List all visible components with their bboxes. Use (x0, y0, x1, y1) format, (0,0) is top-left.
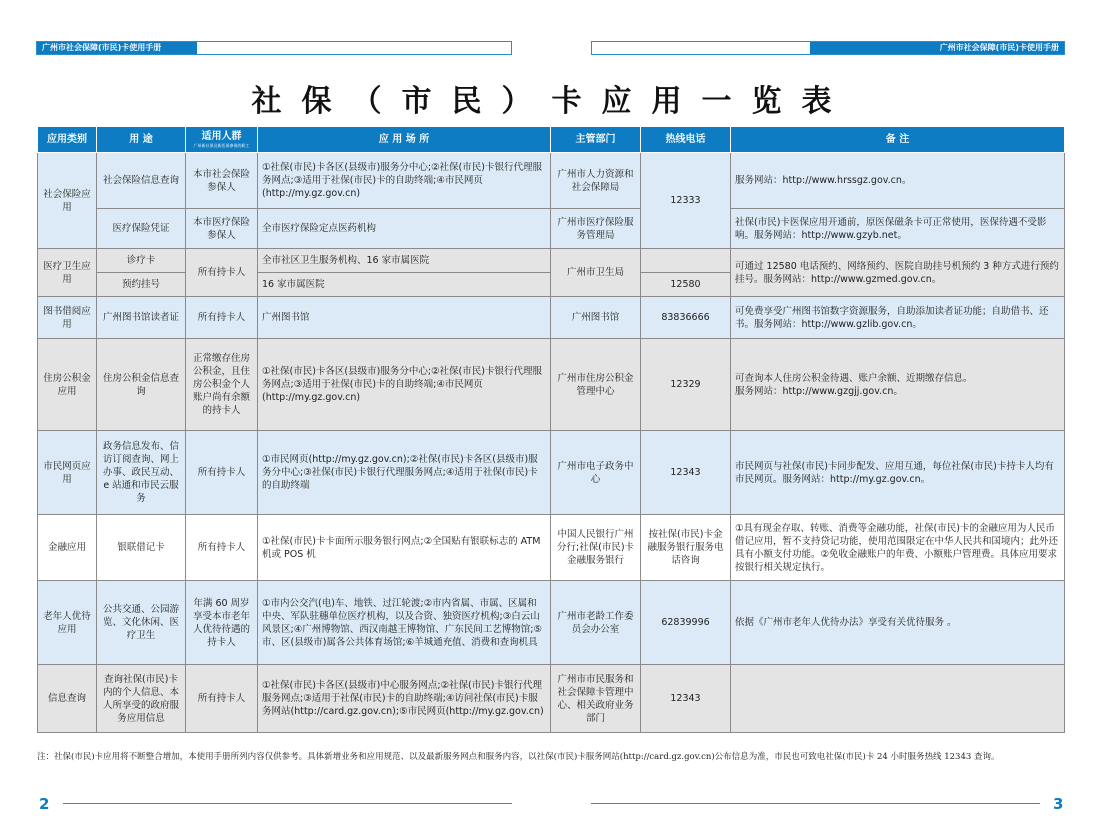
cell-places: 16 家市属医院 (258, 273, 551, 297)
header-bar-left (36, 41, 512, 55)
cell-category: 金融应用 (38, 515, 97, 581)
cell-hotline: 83836666 (641, 297, 731, 339)
page-number-right: 3 (1053, 795, 1064, 813)
cell-purpose: 广州图书馆读者证 (97, 297, 186, 339)
cell-category: 住房公积金应用 (38, 339, 97, 431)
cell-users: 本市医疗保险参保人 (186, 209, 258, 249)
cell-places: ①社保(市民)卡各区(县级市)服务分中心;②社保(市民)卡银行代理服务网点;③适用于社保(市民)卡的自助终端;④市民网页(http://my.gz.gov.cn) (258, 153, 551, 209)
table-row (38, 665, 1065, 733)
col-users-label: 适用人群 (201, 131, 242, 142)
page-title: 社保（市民）卡应用一览表 (251, 84, 852, 119)
cell-places: 全市社区卫生服务机构、16 家市属医院 (258, 249, 551, 273)
header-bar-right (591, 41, 1065, 55)
cell-places: ①社保(市民)卡卡面所示服务银行网点;②全国贴有银联标志的 ATM 机或 POS 机 (258, 515, 551, 581)
cell-category: 医疗卫生应用 (38, 249, 97, 297)
table-row (38, 297, 1065, 339)
footer-rule-right (591, 803, 1040, 804)
col-purpose: 用 途 (97, 127, 186, 153)
cell-dept: 广州市老龄工作委员会办公室 (551, 581, 641, 665)
cell-hotline: 12343 (641, 665, 731, 733)
cell-users: 本市社会保险参保人 (186, 153, 258, 209)
cell-purpose: 公共交通、公园游览、文化休闲、医疗卫生 (97, 581, 186, 665)
table-row (38, 431, 1065, 515)
cell-dept: 广州图书馆 (551, 297, 641, 339)
cell-places: 全市医疗保险定点医药机构 (258, 209, 551, 249)
remark-line: 可查询本人住房公积金待遇、账户余额、近期缴存信息。 (735, 372, 973, 384)
table-row (38, 249, 1065, 273)
manual-title-left: 广州市社会保障(市民)卡使用手册 (37, 42, 197, 54)
cell-category: 社会保险应用 (38, 153, 97, 249)
cell-purpose: 住房公积金信息查询 (97, 339, 186, 431)
cell-users: 所有持卡人 (186, 515, 258, 581)
cell-remark: 可免费享受广州图书馆数字资源服务，自助添加读者证功能；自助借书、还书。服务网站：http://www.gzlib.gov.cn。 (731, 297, 1065, 339)
cell-purpose: 预约挂号 (97, 273, 186, 297)
cell-remark: 服务网站：http://www.hrssgz.gov.cn。 (731, 153, 1065, 209)
cell-places: ①市内公交汽(电)车、地铁、过江轮渡;②市内省属、市属、区属和中央、军队驻穗单位医疗机构，以及合资、独资医疗机构;③白云山风景区;④广州博物馆、西汉南越王博物馆、广东民间工艺博物馆;⑤市、区(县级市)属各公共体育场馆;⑥羊城通充值、消费和查询机具 (258, 581, 551, 665)
cell-dept: 广州市卫生局 (551, 249, 641, 297)
cell-category: 市民网页应用 (38, 431, 97, 515)
cell-hotline: 12329 (641, 339, 731, 431)
col-places: 应 用 场 所 (258, 127, 551, 153)
cell-dept: 广州市市民服务和社会保障卡管理中心、相关政府业务部门 (551, 665, 641, 733)
col-remark: 备 注 (731, 127, 1065, 153)
cell-category: 图书借阅应用 (38, 297, 97, 339)
cell-purpose: 诊疗卡 (97, 249, 186, 273)
footer-rule-left (63, 803, 512, 804)
cell-remark: 市民网页与社保(市民)卡同步配发、应用互通，每位社保(市民)卡持卡人均有市民网页。服务网站：http://my.gz.gov.cn。 (731, 431, 1065, 515)
cell-purpose: 政务信息发布、信访订阅查询、网上办事、政民互动、e 站通和市民云服务 (97, 431, 186, 515)
cell-places: ①社保(市民)卡各区(县级市)中心服务网点;②社保(市民)卡银行代理服务网点;③适用于社保(市民)卡的自助终端;④访问社保(市民)卡服务网站(http://card.gz.gov.cn);⑤市民网页(http://my.gz.gov.cn) (258, 665, 551, 733)
cell-remark: 可通过 12580 电话预约、网络预约、医院自助挂号机预约 3 种方式进行预约挂号。服务网站：http://www.gzmed.gov.cn。 (731, 249, 1065, 297)
cell-purpose: 社会保险信息查询 (97, 153, 186, 209)
cell-users: 所有持卡人 (186, 249, 258, 297)
col-users-sublabel: 广州新社保及新医保参保的职工 (193, 143, 250, 148)
cell-hotline: 62839996 (641, 581, 731, 665)
cell-hotline: 12333 (641, 153, 731, 249)
cell-hotline: 12580 (641, 273, 731, 297)
table-row (38, 209, 1065, 249)
cell-remark: 社保(市民)卡医保应用开通前，原医保磁条卡可正常使用，医保待遇不受影响。服务网站：http://www.gzyb.net。 (731, 209, 1065, 249)
cell-places: ①市民网页(http://my.gz.gov.cn);②社保(市民)卡各区(县级市)服务分中心;③社保(市民)卡银行代理服务网点;④适用于社保(市民)卡的自助终端 (258, 431, 551, 515)
col-category: 应用类别 (38, 127, 97, 153)
cell-remark (731, 665, 1065, 733)
col-users (186, 127, 258, 153)
page-number-left: 2 (39, 795, 50, 813)
cell-dept: 中国人民银行广州分行;社保(市民)卡金融服务银行 (551, 515, 641, 581)
cell-remark: 依据《广州市老年人优待办法》享受有关优待服务 。 (731, 581, 1065, 665)
table-header-row (38, 127, 1065, 153)
cell-purpose: 医疗保险凭证 (97, 209, 186, 249)
cell-dept: 广州市人力资源和社会保障局 (551, 153, 641, 209)
table-row (38, 153, 1065, 209)
application-table (37, 126, 1065, 733)
cell-purpose: 银联借记卡 (97, 515, 186, 581)
cell-users: 所有持卡人 (186, 297, 258, 339)
cell-hotline: 12343 (641, 431, 731, 515)
cell-users: 所有持卡人 (186, 431, 258, 515)
cell-category: 信息查询 (38, 665, 97, 733)
cell-users: 正常缴存住房公积金，且住房公积金个人账户尚有余额的持卡人 (186, 339, 258, 431)
cell-hotline: 按社保(市民)卡金融服务银行服务电话咨询 (641, 515, 731, 581)
table-row (38, 339, 1065, 431)
cell-purpose: 查询社保(市民)卡内的个人信息、本人所享受的政府服务应用信息 (97, 665, 186, 733)
cell-dept: 广州市电子政务中心 (551, 431, 641, 515)
cell-remark: ①具有现金存取、转账、消费等金融功能，社保(市民)卡的金融应用为人民币借记应用，暂不支持贷记功能，使用范围限定在中华人民共和国境内；此外还具有小额支付功能。②免收金融账户的年费、小额账户管理费。具体应用要求按银行相关规定执行。 (731, 515, 1065, 581)
remark-line: 服务网站：http://www.gzgjj.gov.cn。 (735, 385, 903, 397)
col-dept: 主管部门 (551, 127, 641, 153)
cell-category: 老年人优待应用 (38, 581, 97, 665)
manual-title-right: 广州市社会保障(市民)卡使用手册 (810, 42, 1064, 54)
cell-users: 所有持卡人 (186, 665, 258, 733)
cell-dept: 广州市医疗保险服务管理局 (551, 209, 641, 249)
table-row (38, 515, 1065, 581)
table-row (38, 581, 1065, 665)
cell-remark (731, 339, 1065, 431)
footnote: 注：社保(市民)卡应用将不断整合增加，本使用手册所列内容仅供参考。具体新增业务和应用规范、以及最新服务网点和服务内容，以社保(市民)卡服务网站(http://card.gz.gov.cn)公布信息为准，市民也可致电社保(市民)卡 24 小时服务热线 12343 查询。 (37, 752, 1000, 762)
cell-users: 年满 60 周岁享受本市老年人优待待遇的持卡人 (186, 581, 258, 665)
cell-places: ①社保(市民)卡各区(县级市)服务分中心;②社保(市民)卡银行代理服务网点;③适用于社保(市民)卡的自助终端;④市民网页(http://my.gz.gov.cn) (258, 339, 551, 431)
cell-dept: 广州市住房公积金管理中心 (551, 339, 641, 431)
cell-hotline (641, 249, 731, 273)
col-hotline: 热线电话 (641, 127, 731, 153)
cell-places: 广州图书馆 (258, 297, 551, 339)
